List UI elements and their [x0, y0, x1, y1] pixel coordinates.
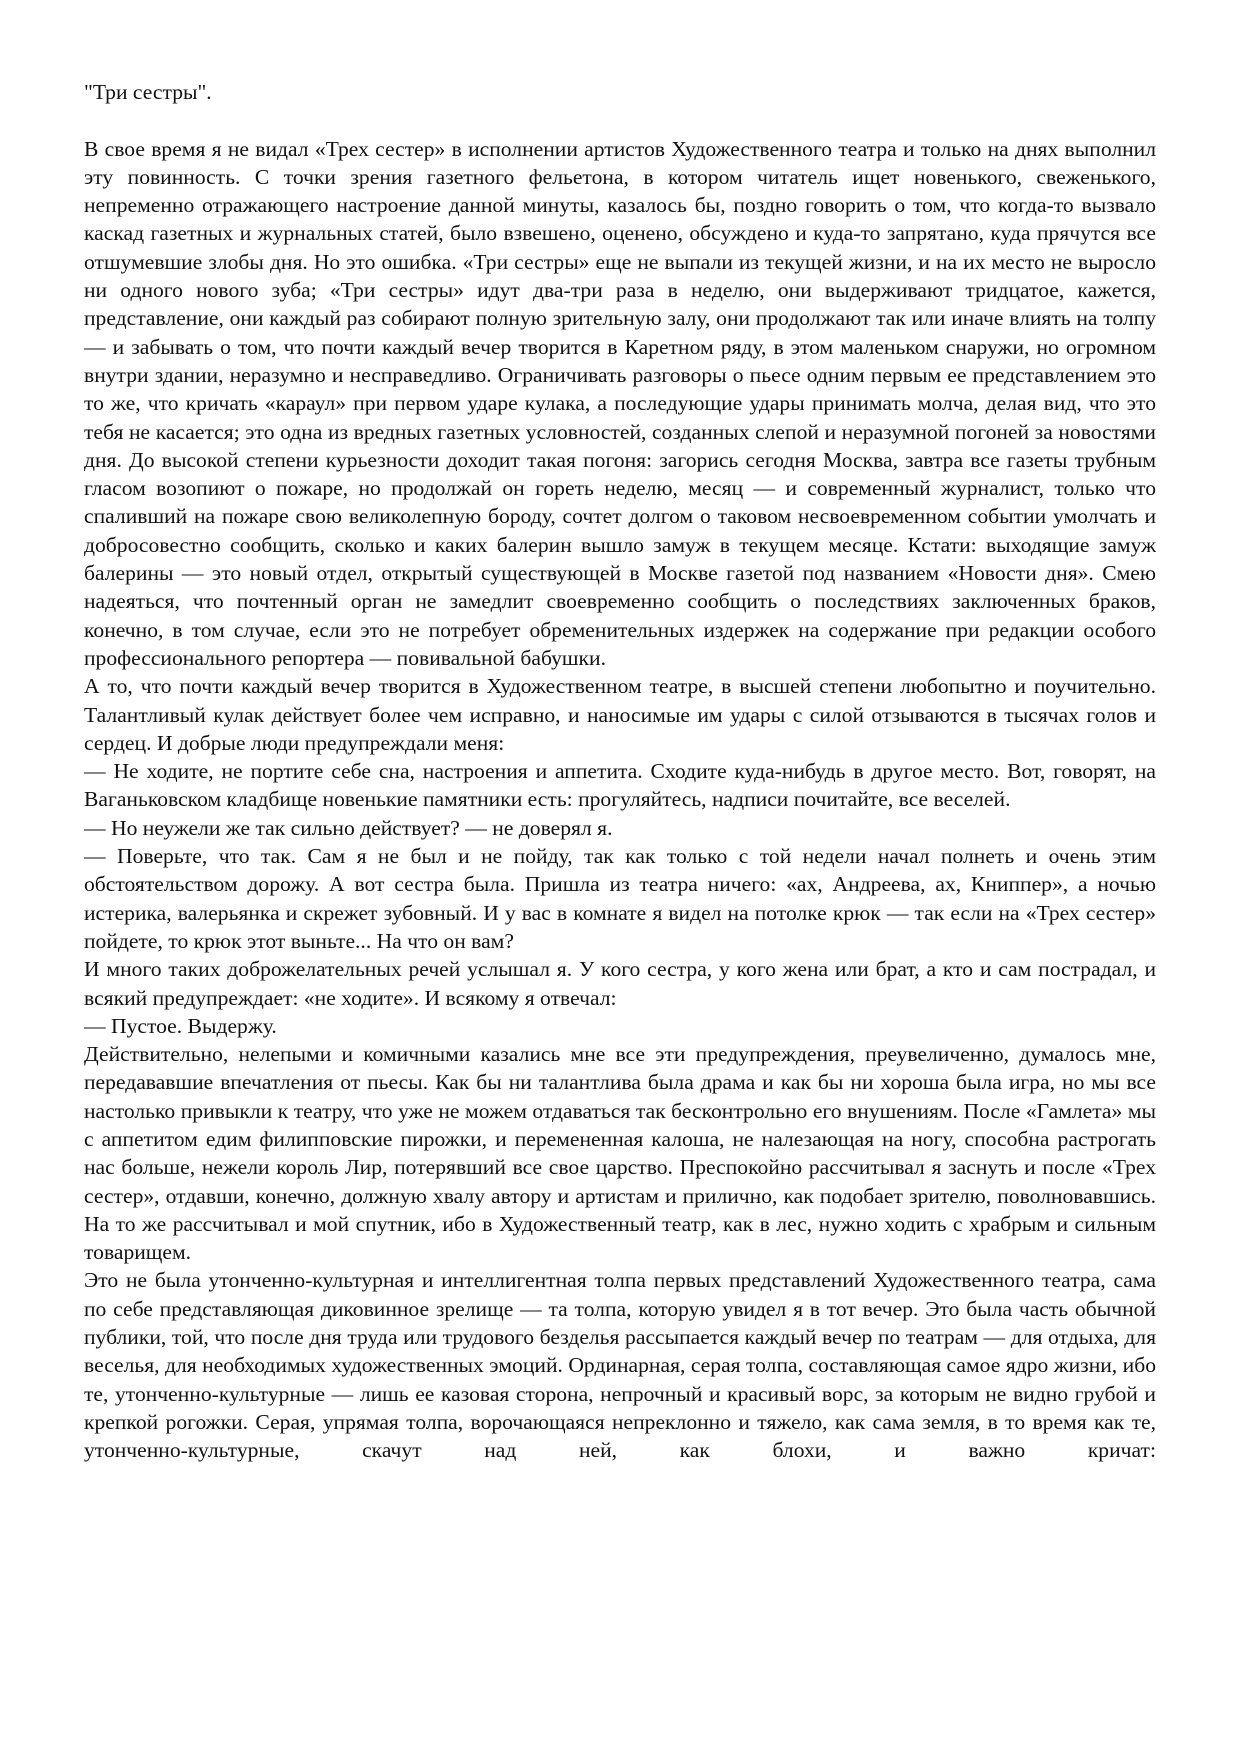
- paragraph: В свое время я не видал «Трех сестер» в исполнении артистов Художественного театра и только на днях выполнил эту повинность. С точки зрения газетного фельетона, в котором читатель ищет новенького, свеженького, непременно отражающего настроение данной минуты, казалось бы, поздно говорить о том, что когда-то вызвало каскад газетных и журнальных статей, было взвешено, оценено, обсуждено и куда-то запрятано, куда прячутся все отшумевшие злобы дня. Но это ошибка. «Три сестры» еще не выпали из текущей жизни, и на их место не выросло ни одного нового зуба; «Три сестры» идут два-три раза в неделю, они выдерживают тридцатое, кажется, представление, они каждый раз собирают полную зрительную залу, они продолжают так или иначе влиять на толпу — и забывать о том, что почти каждый вечер творится в Каретном ряду, в этом маленьком снаружи, но огромном внутри здании, неразумно и несправедливо. Ограничивать разговоры о пьесе одним первым ее представлением это то же, что кричать «караул» при первом ударе кулака, а последующие удары принимать молча, делая вид, что это тебя не касается; это одна из вредных газетных условностей, созданных слепой и неразумной погоней за новостями дня. До высокой степени курьезности доходит такая погоня: загорись сегодня Москва, завтра все газеты трубным гласом возопиют о пожаре, но продолжай он гореть неделю, месяц — и современный журналист, только что спаливший на пожаре свою великолепную бороду, сочтет долгом о таковом несвоевременном событии умолчать и добросовестно сообщить, сколько и каких балерин вышло замуж в текущем месяце. Кстати: выходящие замуж балерины — это новый отдел, открытый существующей в Москве газетой под названием «Новости дня». Смею надеяться, что почтенный орган не замедлит своевременно сообщить о последствиях заключенных браков, конечно, в том случае, если это не потребует обременительных издержек на содержание при редакции особого профессионального репортера — повивальной бабушки.: [84, 136, 1156, 670]
- document-title: "Три сестры".: [84, 80, 212, 104]
- paragraph-dialogue: — Не ходите, не портите себе сна, настроения и аппетита. Сходите куда-нибудь в другое место. Вот, говорят, на Ваганьковском кладбище новенькие памятники есть: прогуляйтесь, надписи почитайте, все веселей.: [84, 759, 1156, 812]
- paragraph: Это не была утонченно-культурная и интеллигентная толпа первых представлений Художественного театра, сама по себе представляющая диковинное зрелище — та толпа, которую увидел я в тот вечер. Это была часть обычной публики, той, что после дня труда или трудового безделья рассыпается каждый вечер по театрам — для отдыха, для веселья, для необходимых художественных эмоций. Ординарная, серая толпа, составляющая самое ядро жизни, ибо те, утонченно-культурные — лишь ее казовая сторона, непрочный и красивый ворс, за которым не видно грубой и крепкой рогожки. Серая, упрямая толпа, ворочающаяся непреклонно и тяжело, как сама земля, в то время как те, утонченно-культурные, скачут над ней, как блохи, и важно кричат:: [84, 1268, 1156, 1463]
- paragraph-dialogue: — Но неужели же так сильно действует? — не доверял я.: [84, 815, 613, 840]
- paragraph: А то, что почти каждый вечер творится в Художественном театре, в высшей степени любопытно и поучительно. Талантливый кулак действует более чем исправно, и наносимые им удары с силой отзываются в тысячах голов и сердец. И добрые люди предупреждали меня:: [84, 674, 1156, 755]
- paragraph: Действительно, нелепыми и комичными казались мне все эти предупреждения, преувеличенно, думалось мне, передававшие впечатления от пьесы. Как бы ни талантлива была драма и как бы ни хороша была игра, но мы все настолько привыкли к театру, что уже не можем отдаваться так бесконтрольно его внушениям. После «Гамлета» мы с аппетитом едим филипповские пирожки, и перемененная калоша, не налезающая на ногу, способна растрогать нас больше, нежели король Лир, потерявший все свое царство. Преспокойно рассчитывал я заснуть и после «Трех сестер», отдавши, конечно, должную хвалу автору и артистам и прилично, как подобает зрителю, поволновавшись. На то же рассчитывал и мой спутник, ибо в Художественный театр, как в лес, нужно ходить с храбрым и сильным товарищем.: [84, 1042, 1156, 1265]
- paragraph: И много таких доброжелательных речей услышал я. У кого сестра, у кого жена или брат, а кто и сам пострадал, и всякий предупреждает: «не ходите». И всякому я отвечал:: [84, 957, 1156, 1010]
- document-body: [84, 78, 1156, 1465]
- paragraph-dialogue: — Поверьте, что так. Сам я не был и не пойду, так как только с той недели начал полнеть и очень этим обстоятельством дорожу. А вот сестра была. Пришла из театра ничего: «ах, Андреева, ах, Книппер», а ночью истерика, валерьянка и скрежет зубовный. И у вас в комнате я видел на потолке крюк — так если на «Трех сестер» пойдете, то крюк этот выньте... На что он вам?: [84, 844, 1156, 953]
- paragraph-dialogue: — Пустое. Выдержу.: [84, 1013, 277, 1038]
